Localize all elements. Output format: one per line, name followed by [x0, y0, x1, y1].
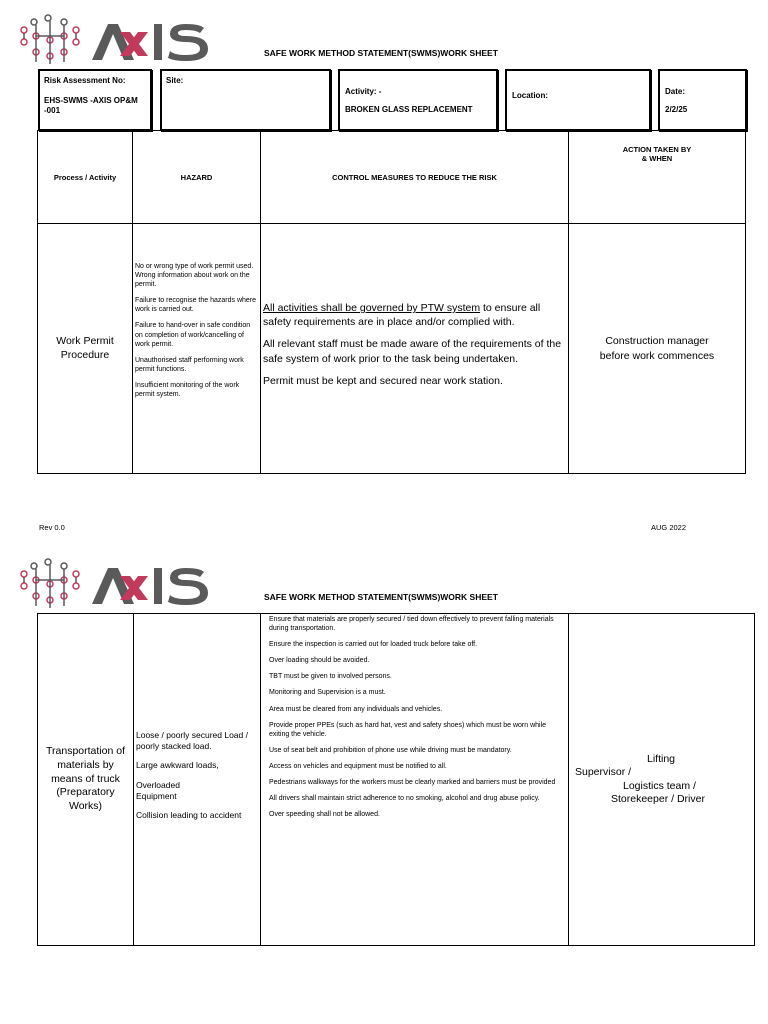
control-item: All drivers shall maintain strict adherence to no smoking, alcohol and drug abuse policy.	[269, 795, 540, 803]
control-item: Ensure that materials are properly secured / tied down effectively to prevent falling materials during transportation.	[269, 616, 554, 633]
circuit-icon	[21, 559, 79, 608]
control-item: Use of seat belt and prohibition of phone use while driving must be mandatory.	[269, 746, 512, 754]
process-cell	[38, 614, 134, 946]
table-header-row	[38, 131, 746, 224]
hazard-item: Failure to recognise the hazards where work is carried out.	[135, 297, 257, 314]
process-cell	[38, 224, 133, 474]
control-item: Over loading should be avoided.	[269, 657, 370, 665]
control-cell	[261, 224, 569, 474]
risk-assessment-label: Risk Assessment No:	[44, 76, 126, 85]
hazard-item: Insufficient monitoring of the work permit system.	[135, 381, 240, 399]
control-item: Pedestrians walkways for the workers must be clearly marked and barriers must be provided	[269, 779, 556, 787]
risk-assessment-value: EHS-SWMS -AXIS OP&M -001	[44, 96, 138, 115]
control-item: TBT must be given to involved persons.	[269, 673, 392, 681]
circuit-icon	[21, 15, 79, 64]
hazard-item: Unauthorised staff performing work permit functions.	[135, 356, 244, 373]
process-text: Transportation of materials by means of truck (Preparatory Works)	[46, 745, 125, 812]
hazard-item: Loose / poorly secured Load / poorly stacked load.	[136, 730, 248, 752]
col-action	[569, 131, 746, 224]
control-item: Permit must be kept and secured near work station.	[263, 374, 503, 387]
date-value: 2/2/25	[665, 105, 688, 114]
process-text: Work Permit Procedure	[56, 334, 114, 361]
control-underlined: All activities shall be governed by PTW system	[263, 302, 481, 315]
activity-value: BROKEN GLASS REPLACEMENT	[345, 105, 473, 114]
swms-table-1	[37, 130, 746, 474]
page-title: SAFE WORK METHOD STATEMENT(SWMS)WORK SHEET	[264, 48, 498, 58]
control-item: Provide proper PPEs (such as hard hat, vest and safety shoes) which must be worn while exiting the vehicle.	[269, 721, 547, 738]
revision-label: Rev 0.0	[39, 523, 65, 532]
hazard-item: Collision leading to accident	[136, 809, 242, 820]
axis-logo	[14, 12, 214, 72]
control-item: Access on vehicles and equipment must be notified to all.	[269, 762, 447, 770]
location-box	[505, 69, 651, 131]
date-box	[658, 69, 747, 131]
control-cell	[261, 614, 569, 946]
col-process: Process / Activity	[38, 131, 133, 224]
revision-date: AUG 2022	[651, 523, 687, 532]
axis-logo	[14, 556, 214, 616]
page-title: SAFE WORK METHOD STATEMENT(SWMS)WORK SHEET	[264, 592, 498, 602]
control-item: Area must be cleared from any individuals and vehicles.	[269, 705, 443, 713]
site-box	[160, 69, 331, 131]
location-label: Location:	[512, 91, 548, 100]
risk-assessment-box	[38, 69, 152, 131]
action-cell	[569, 614, 755, 946]
axis-wordmark	[92, 24, 208, 61]
hazard-item: Overloaded Equipment	[136, 779, 180, 801]
activity-box	[338, 69, 498, 131]
swms-table-2	[37, 613, 755, 946]
site-label: Site:	[166, 76, 184, 85]
hazard-item: Failure to hand-over in safe condition on completion of work/cancelling of work permit.	[135, 322, 251, 348]
control-item	[263, 301, 566, 329]
table-row	[38, 224, 746, 474]
date-label: Date:	[665, 87, 686, 96]
axis-wordmark	[92, 568, 208, 605]
control-rest: to ensure all safety requirements are in place and/or complied with.	[263, 302, 541, 329]
hazard-item: No or wrong type of work permit used. Wrong information about work on the permit.	[135, 263, 254, 289]
action-cell	[569, 224, 746, 474]
control-item: Ensure the inspection is carried out for loaded truck before take off.	[269, 641, 478, 649]
action-line: Supervisor /	[575, 766, 632, 779]
activity-label: Activity: -	[345, 87, 382, 96]
action-line: Storekeeper / Driver	[611, 792, 705, 805]
hazard-item: Large awkward loads,	[136, 760, 219, 771]
hazard-cell	[133, 224, 261, 474]
action-line: Logistics team /	[623, 779, 696, 792]
hazard-cell	[134, 614, 261, 946]
control-item: Monitoring and Supervision is a must.	[269, 689, 386, 697]
action-line: Lifting	[647, 753, 676, 766]
control-item: Over speeding shall not be allowed.	[269, 811, 380, 819]
col-action-label: ACTION TAKEN BY & WHEN	[622, 145, 692, 164]
action-text: Construction manager before work commences	[599, 335, 715, 362]
col-hazard: HAZARD	[133, 131, 261, 224]
col-control: CONTROL MEASURES TO REDUCE THE RISK	[261, 131, 569, 224]
table-row	[38, 614, 755, 946]
control-item: All relevant staff must be made aware of the requirements of the safe system of work prior to the task being undertaken.	[263, 338, 562, 365]
